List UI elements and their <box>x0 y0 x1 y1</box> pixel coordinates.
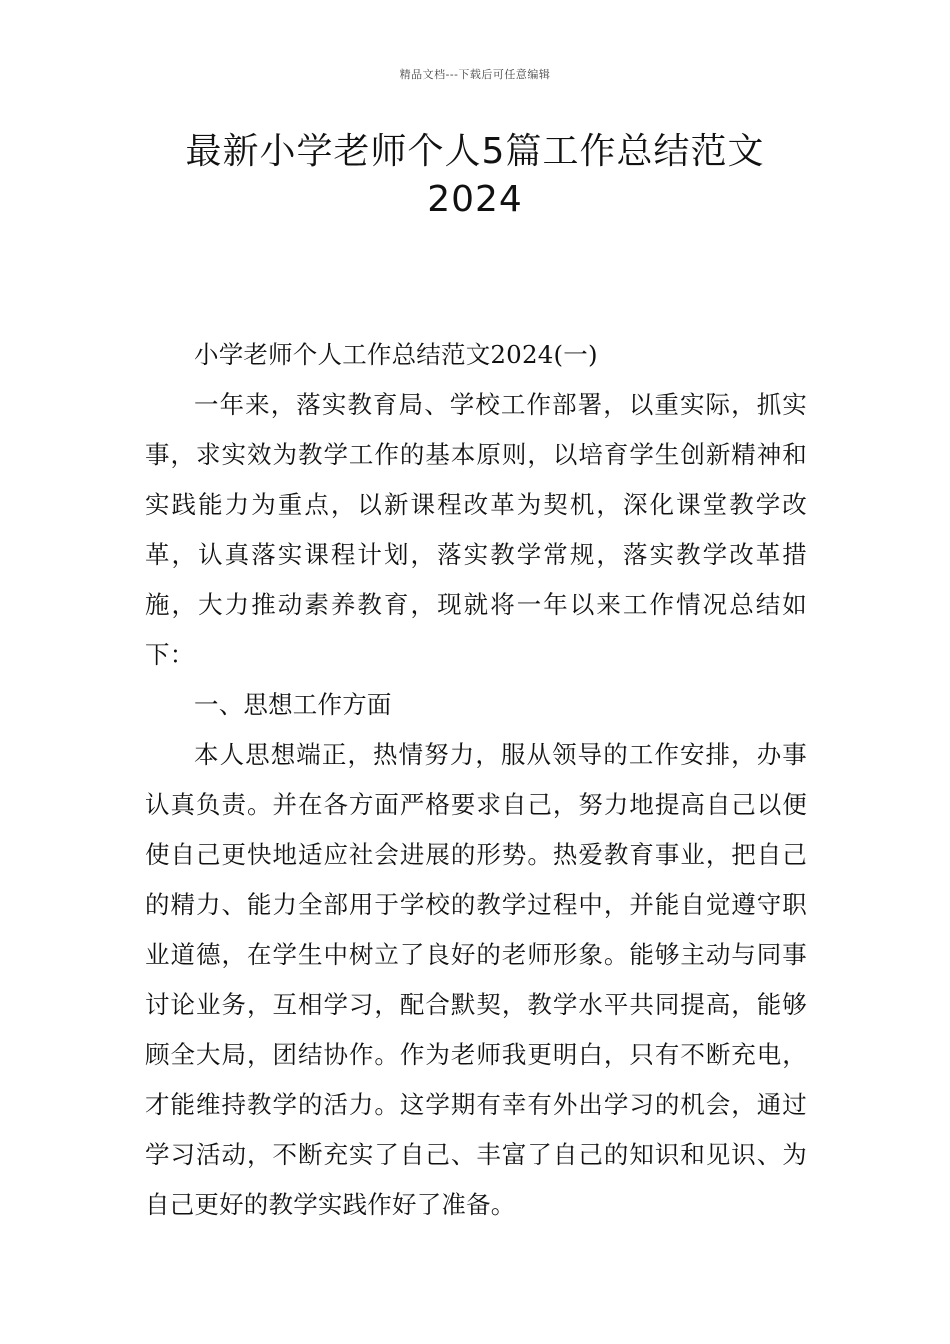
document-title <box>80 128 870 224</box>
title-line-1: 最新小学老师个人5篇工作总结范文 <box>185 131 765 172</box>
paragraph-intro: 一年来，落实教育局、学校工作部署，以重实际，抓实事，求实效为教学工作的基本原则，以培育学生创新精神和实践能力为重点，以新课程改革为契机，深化课堂教学改革，认真落实课程计划，落实教学常规，落实教学改革措施，大力推动素养教育，现就将一年以来工作情况总结如下： <box>145 390 807 669</box>
section-heading: 一、思想工作方面 <box>194 690 392 719</box>
section-subtitle: 小学老师个人工作总结范文2024(一) <box>194 340 598 369</box>
page-header: 精品文档---下载后可任意编辑 <box>399 68 551 81</box>
paragraph-ideology: 本人思想端正，热情努力，服从领导的工作安排，办事认真负责。并在各方面严格要求自己，努力地提高自己以便使自己更快地适应社会进展的形势。热爱教育事业，把自己的精力、能力全部用于学校的教学过程中，并能自觉遵守职业道德，在学生中树立了良好的老师形象。能够主动与同事讨论业务，互相学习，配合默契，教学水平共同提高，能够顾全大局，团结协作。作为老师我更明白，只有不断充电，才能维持教学的活力。这学期有幸有外出学习的机会，通过学习活动，不断充实了自己、丰富了自己的知识和见识、为自己更好的教学实践作好了准备。 <box>145 740 807 1219</box>
document-body <box>145 330 807 1230</box>
title-line-2: 2024 <box>427 179 523 220</box>
